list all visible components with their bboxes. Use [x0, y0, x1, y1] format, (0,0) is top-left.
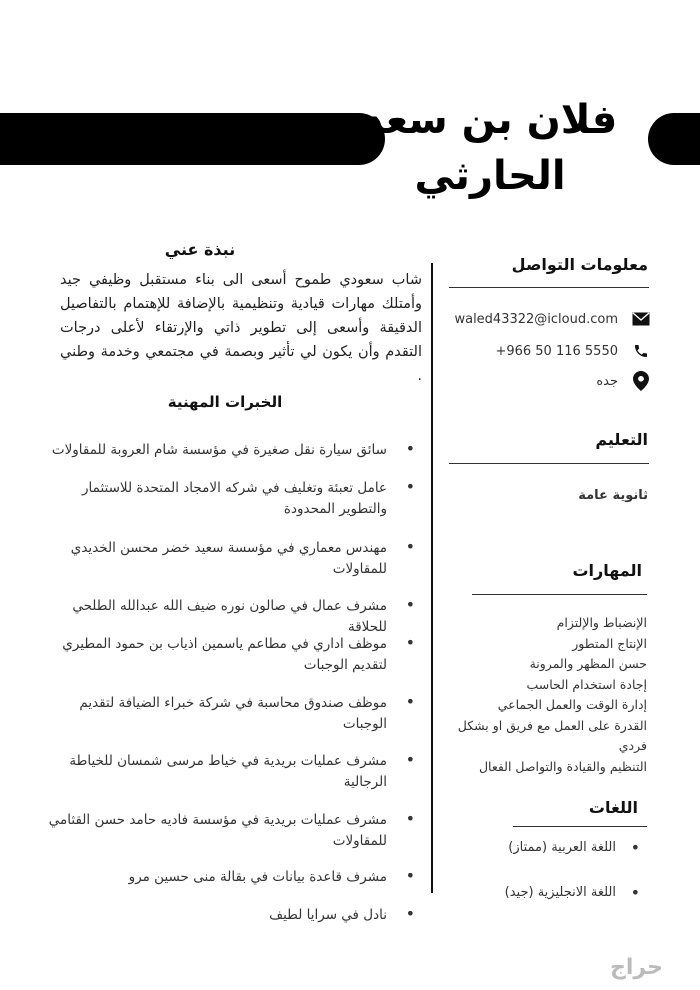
languages-divider [513, 826, 647, 827]
contact-email[interactable]: waled43322@icloud.com [454, 311, 618, 327]
education-title: التعليم [595, 430, 648, 449]
column-divider [431, 263, 433, 893]
watermark-logo: حراج [610, 955, 663, 980]
contact-phone-row [495, 342, 650, 360]
skills-divider [472, 594, 647, 595]
experience-item: • مشرف عمليات بريدية في خياط مرسى شمسان للخياطة الرجالية [45, 751, 415, 793]
location-pin-icon [632, 372, 650, 390]
header-bar-right [648, 113, 700, 165]
language-item: • اللغة العربية (ممتاز) [490, 840, 640, 855]
experience-item: • مشرف عمال في صالون نوره ضيف الله عبدالله الطلحي للحلاقة [45, 596, 415, 638]
contact-city: جده [596, 373, 618, 389]
experience-item: • مهندس معماري في مؤسسة سعيد خضر محسن الخديدي للمقاولات [45, 538, 415, 580]
about-title: نبذة عني [164, 240, 236, 259]
page-title [360, 92, 620, 204]
skills-list [447, 613, 647, 777]
skill-item: حسن المظهر والمرونة [529, 656, 647, 671]
experience-item: • مشرف قاعدة بيانات في بقالة منى حسين مرو [45, 867, 415, 888]
languages-title: اللغات [588, 798, 638, 817]
contact-title: معلومات التواصل [511, 255, 648, 274]
skills-title: المهارات [572, 561, 642, 580]
skill-item: الإنتاج المتطور [572, 635, 647, 651]
experience-item: • عامل تعبئة وتغليف في شركه الامجاد المتحدة للاستثمار والتطوير المحدودة [45, 478, 415, 520]
experience-item: • نادل في سرايا لطيف [45, 905, 415, 926]
name-line-2: الحارثي [414, 153, 566, 199]
skill-item: إدارة الوقت والعمل الجماعي [497, 697, 647, 712]
contact-phone[interactable]: +966 50 116 5550 [495, 343, 618, 359]
languages-list [490, 840, 640, 930]
experience-item: • مشرف عمليات بريدية في مؤسسة فاديه حامد حسن القثامي للمقاولات [45, 810, 415, 852]
experience-item: • موظف اداري في مطاعم ياسمين اذياب بن حمود المطيري لتقديم الوجبات [45, 634, 415, 676]
skill-item: إجادة استخدام الحاسب [526, 676, 647, 692]
experience-item: • موظف صندوق محاسبة في شركة خبراء الضيافة لتقديم الوجبات [45, 693, 415, 735]
about-text: شاب سعودي طموح أسعى الى بناء مستقبل وظيفي جيد وأمتلك مهارات قيادية وتنظيمية بالإضافة للإهتمام بالتفاصيل الدقيقة وأسعى إلى تطوير ذاتي والإرتقاء لأعلى درجات التقدم وأن يكون لي تأثير وبصمة في مجتمعي وخدمة وطني . [60, 272, 422, 384]
contact-city-row [596, 372, 650, 390]
phone-icon [632, 342, 650, 360]
education-value: ثانوية عامة [578, 488, 648, 503]
language-item: • اللغة الانجليزية (جيد) [490, 885, 640, 900]
skill-item: التنظيم والقيادة والتواصل الفعال [478, 758, 647, 774]
contact-divider [449, 287, 649, 288]
envelope-icon [632, 310, 650, 328]
header-bar-left [0, 113, 385, 165]
skill-item: القدرة على العمل مع فريق او بشكل فردي [457, 717, 647, 753]
education-divider [449, 463, 649, 464]
contact-email-row [454, 310, 650, 328]
name-line-1: فلان بن سعد [362, 97, 618, 143]
experience-item: • سائق سيارة نقل صغيرة في مؤسسة شام العروبة للمقاولات [45, 440, 415, 461]
skill-item: الإنضباط والإلتزام [556, 615, 647, 630]
experience-title: الخبرات المهنية [167, 393, 283, 411]
